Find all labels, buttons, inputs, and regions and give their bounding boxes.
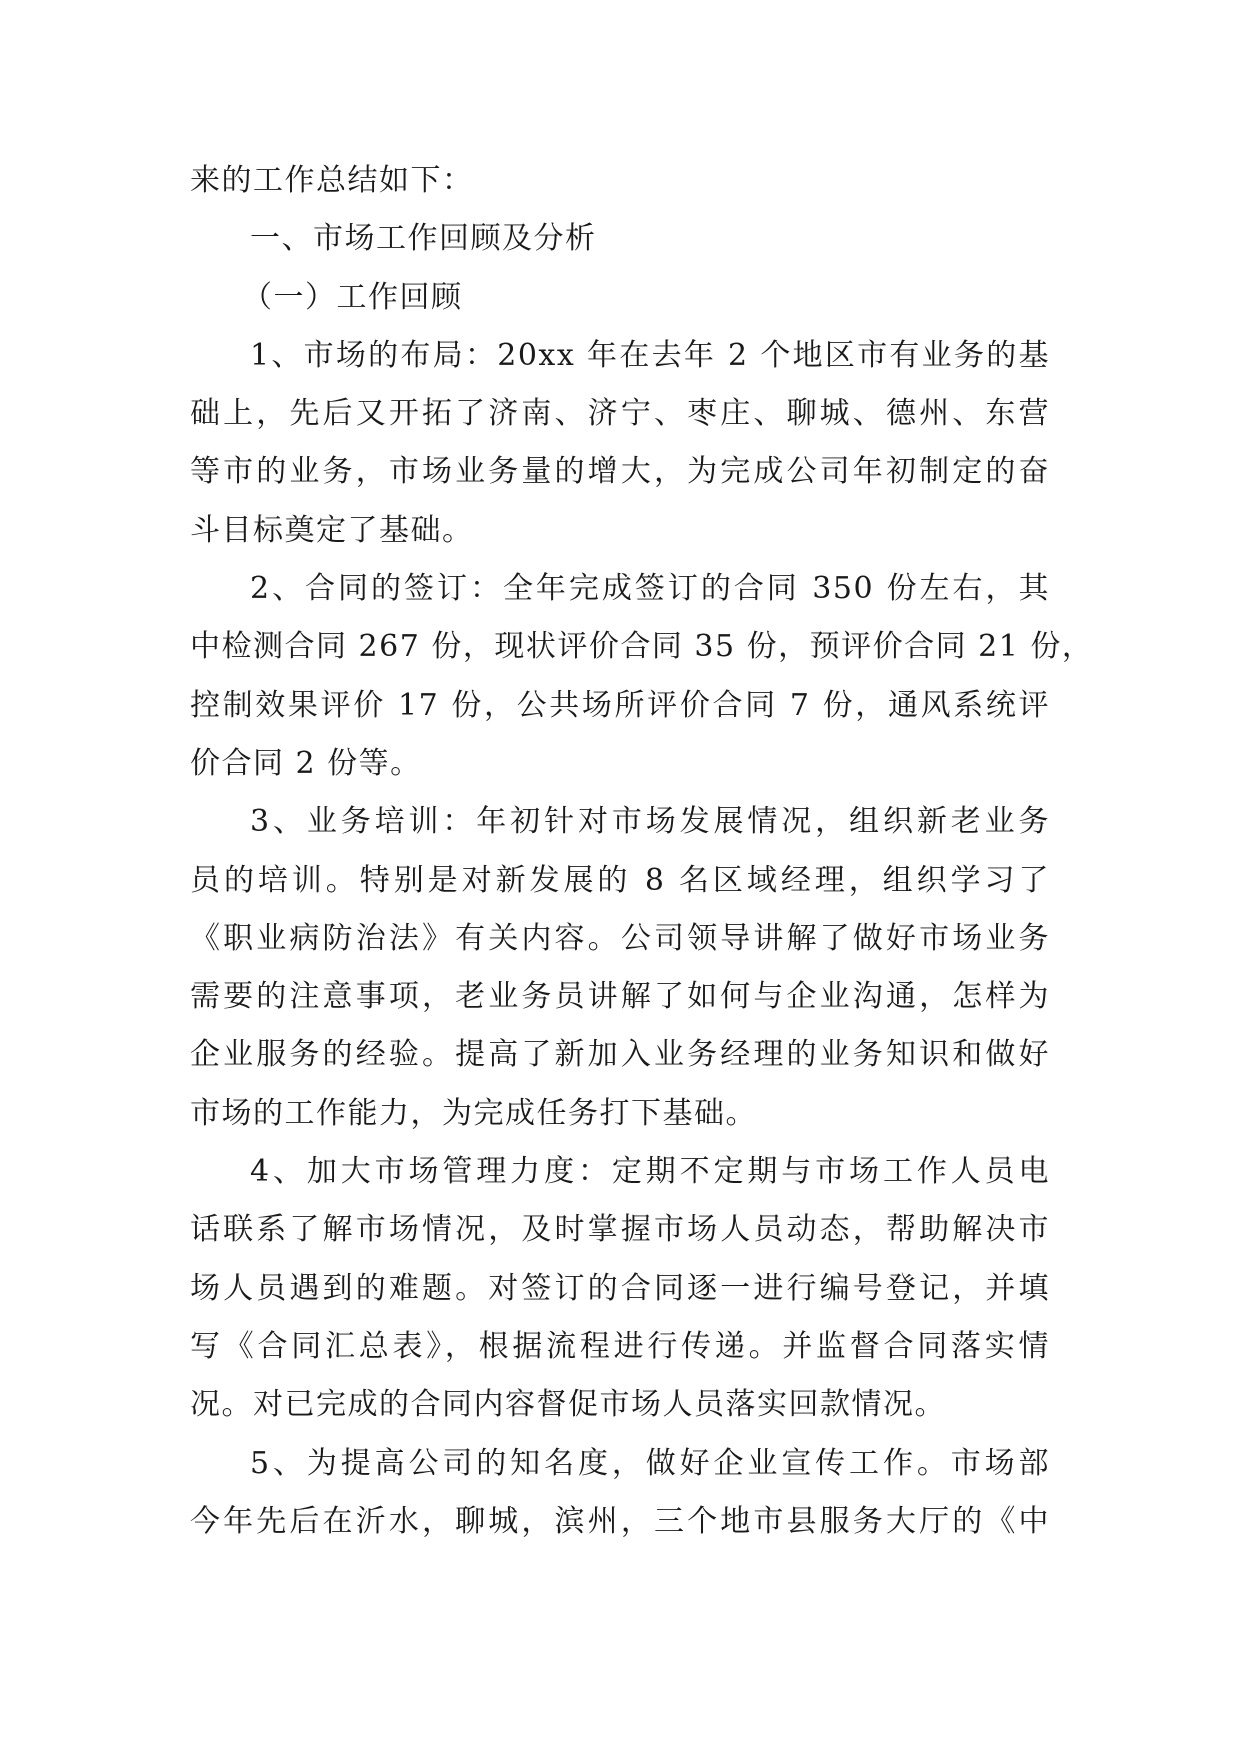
text-line: 础上，先后又开拓了济南、济宁、枣庄、聊城、德州、东营	[190, 396, 1050, 432]
text-line: 价合同 2 份等。	[190, 745, 422, 781]
text-line: 等市的业务，市场业务量的增大，为完成公司年初制定的奋	[190, 454, 1050, 490]
text-line: 2、合同的签订：全年完成签订的合同 350 份左右，其	[250, 571, 1050, 607]
text-line: 3、业务培训：年初针对市场发展情况，组织新老业务	[250, 804, 1050, 840]
text-line: 斗目标奠定了基础。	[190, 512, 474, 548]
text-line: 1、市场的布局：20xx 年在去年 2 个地区市有业务的基	[250, 337, 1050, 373]
text-line: 况。对已完成的合同内容督促市场人员落实回款情况。	[190, 1387, 946, 1423]
text-line: 话联系了解市场情况，及时掌握市场人员动态，帮助解决市	[190, 1212, 1050, 1248]
text-line: 今年先后在沂水，聊城，滨州，三个地市县服务大厅的《中	[190, 1503, 1050, 1539]
text-line: 《职业病防治法》有关内容。公司领导讲解了做好市场业务	[190, 920, 1050, 956]
text-line: 写《合同汇总表》，根据流程进行传递。并监督合同落实情	[190, 1328, 1050, 1364]
text-line: 场人员遇到的难题。对签订的合同逐一进行编号登记，并填	[190, 1270, 1050, 1306]
text-line: 4、加大市场管理力度：定期不定期与市场工作人员电	[250, 1154, 1050, 1190]
text-line: 来的工作总结如下：	[190, 163, 474, 198]
text-line: 市场的工作能力，为完成任务打下基础。	[190, 1095, 757, 1131]
text-line: 需要的注意事项，老业务员讲解了如何与企业沟通，怎样为	[190, 979, 1050, 1015]
text-line: 中检测合同 267 份，现状评价合同 35 份，预评价合同 21 份，	[190, 629, 1094, 665]
subsection-heading: （一）工作回顾	[242, 279, 463, 315]
text-line: 5、为提高公司的知名度，做好企业宣传工作。市场部	[250, 1445, 1050, 1481]
section-heading: 一、市场工作回顾及分析	[250, 221, 597, 257]
text-line: 控制效果评价 17 份，公共场所评价合同 7 份，通风系统评	[190, 687, 1050, 723]
text-line: 员的培训。特别是对新发展的 8 名区域经理，组织学习了	[190, 862, 1050, 898]
text-line: 企业服务的经验。提高了新加入业务经理的业务知识和做好	[190, 1037, 1050, 1073]
document-body	[190, 152, 1094, 1551]
